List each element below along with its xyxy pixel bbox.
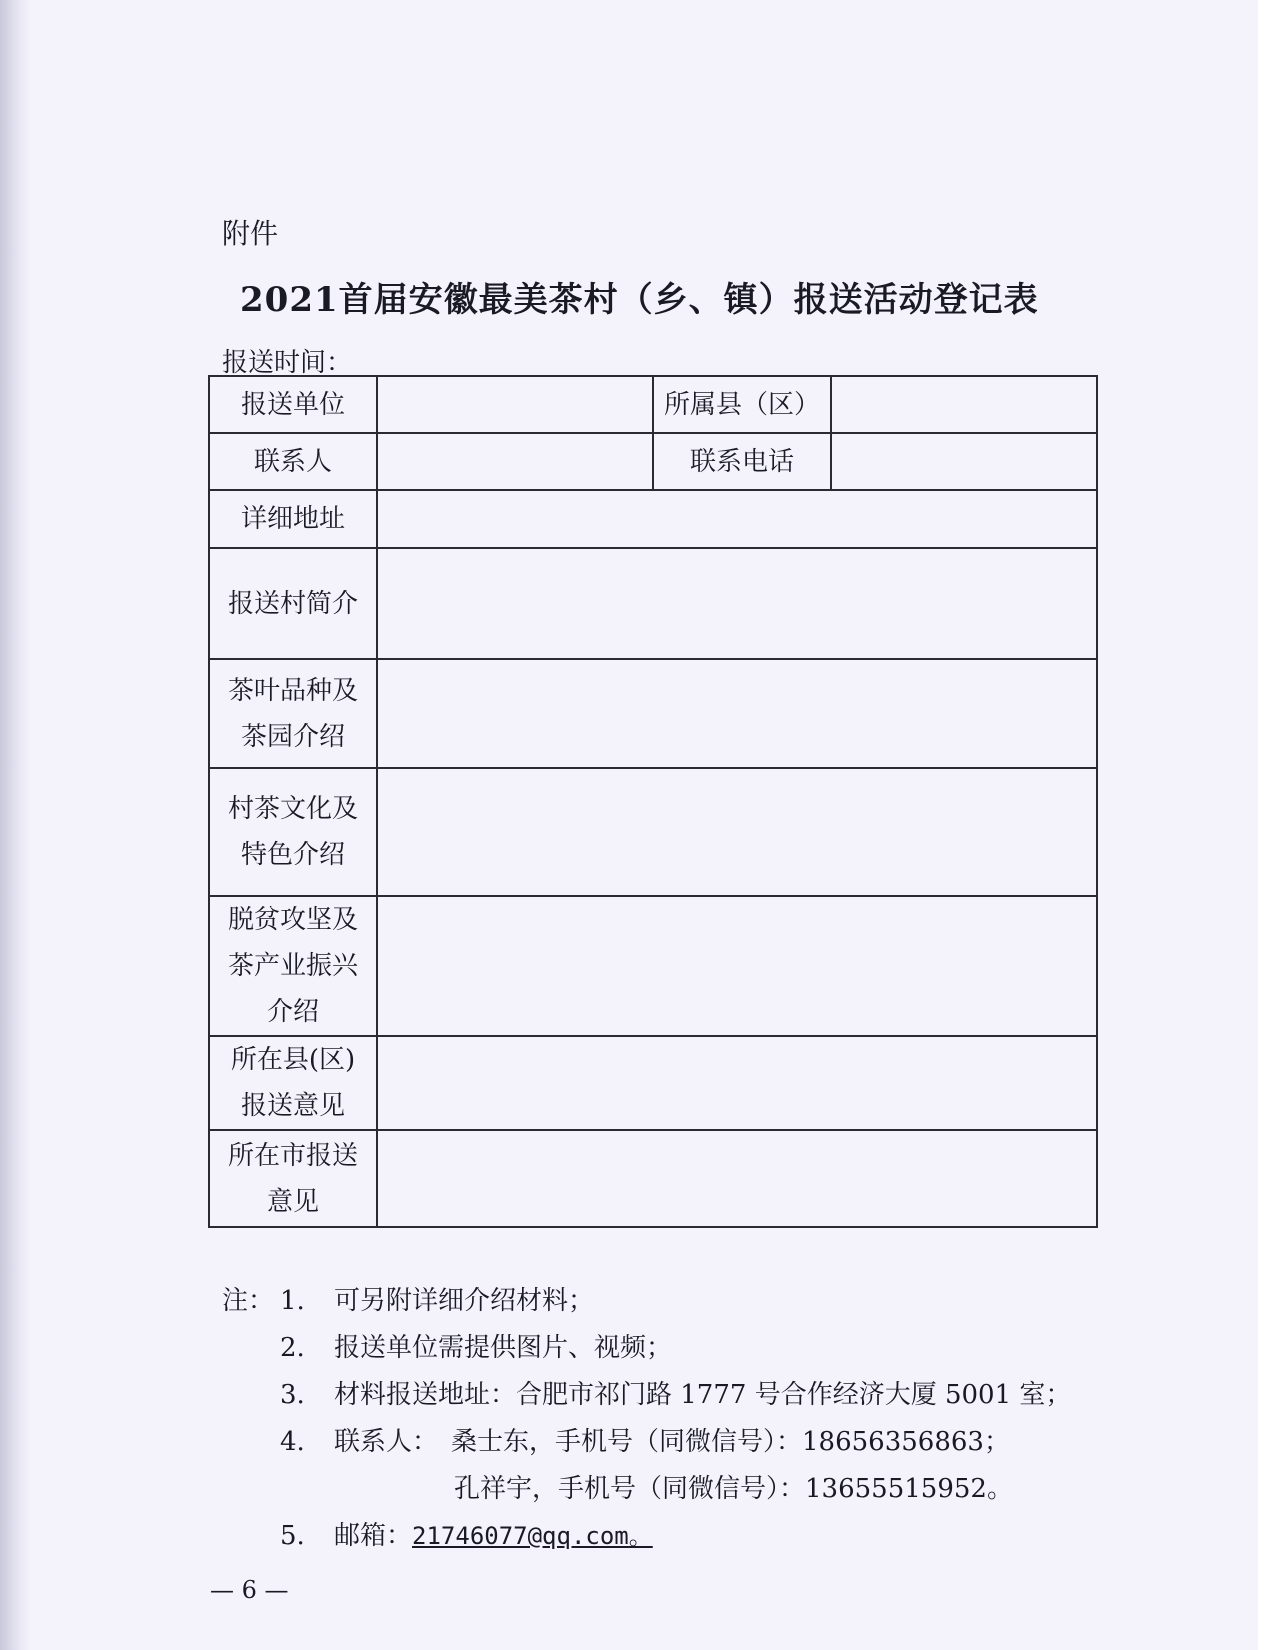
contact-field[interactable] bbox=[377, 433, 653, 490]
county-opinion-field[interactable] bbox=[377, 1036, 1097, 1130]
page-title: 2021首届安徽最美茶村（乡、镇）报送活动登记表 bbox=[240, 280, 1039, 320]
county-opinion-label-line2: 报送意见 bbox=[240, 1091, 345, 1121]
registration-form-table bbox=[208, 375, 1098, 1228]
note-text: 报送单位需提供图片、视频； bbox=[334, 1333, 673, 1363]
table-row bbox=[209, 548, 1097, 659]
table-row bbox=[209, 490, 1097, 548]
city-opinion-label-line1: 所在市报送 bbox=[227, 1140, 358, 1171]
table-row bbox=[209, 896, 1097, 1036]
scan-right-edge bbox=[1258, 0, 1276, 1650]
poverty-label-line1: 脱贫攻坚及 bbox=[227, 905, 358, 935]
note-number: 4. bbox=[280, 1427, 305, 1457]
note-text: 孔祥宇，手机号（同微信号）：13655515952。 bbox=[454, 1474, 1013, 1504]
table-row bbox=[209, 1130, 1097, 1227]
note-number: 5. bbox=[280, 1521, 305, 1551]
note-number: 3. bbox=[280, 1380, 305, 1410]
table-row bbox=[209, 659, 1097, 768]
poverty-label-line3: 介绍 bbox=[266, 997, 319, 1027]
culture-label-line2: 特色介绍 bbox=[240, 840, 345, 870]
unit-field[interactable] bbox=[377, 376, 653, 433]
attachment-label: 附件 bbox=[222, 217, 279, 250]
address-field[interactable] bbox=[377, 490, 1097, 548]
tea-variety-label bbox=[209, 659, 377, 768]
city-opinion-label-line2: 意见 bbox=[266, 1186, 319, 1217]
poverty-label bbox=[209, 896, 377, 1036]
table-row bbox=[209, 433, 1097, 490]
table-row bbox=[209, 768, 1097, 896]
note-text: 邮箱： bbox=[334, 1521, 413, 1551]
note-number: 2. bbox=[280, 1333, 305, 1363]
county-opinion-label-line1: 所在县(区) bbox=[230, 1045, 356, 1075]
page-number: — 6 — bbox=[210, 1576, 289, 1604]
table-row bbox=[209, 376, 1097, 433]
note-text: 材料报送地址：合肥市祁门路 1777 号合作经济大厦 5001 室； bbox=[334, 1380, 1072, 1410]
contact-label: 联系人 bbox=[209, 433, 377, 490]
village-intro-label: 报送村简介 bbox=[209, 548, 377, 659]
unit-label: 报送单位 bbox=[209, 376, 377, 433]
notes-prefix: 注： bbox=[222, 1286, 275, 1316]
note-text: 联系人： 桑士东，手机号（同微信号）：18656356863； bbox=[334, 1427, 1010, 1457]
tea-variety-label-line1: 茶叶品种及 bbox=[227, 675, 358, 706]
email-link[interactable]: 21746077@qq.com。 bbox=[412, 1522, 653, 1550]
address-label: 详细地址 bbox=[209, 490, 377, 548]
culture-label-line1: 村茶文化及 bbox=[227, 794, 358, 824]
note-item bbox=[222, 1466, 1071, 1513]
phone-field[interactable] bbox=[831, 433, 1097, 490]
poverty-label-line2: 茶产业振兴 bbox=[227, 951, 358, 981]
phone-label: 联系电话 bbox=[653, 433, 831, 490]
scan-left-edge bbox=[0, 0, 30, 1650]
note-item bbox=[222, 1325, 1071, 1372]
culture-field[interactable] bbox=[377, 768, 1097, 896]
county-opinion-label bbox=[209, 1036, 377, 1130]
county-label: 所属县（区） bbox=[653, 376, 831, 433]
note-item bbox=[222, 1278, 1071, 1325]
notes-section bbox=[222, 1278, 1071, 1560]
city-opinion-field[interactable] bbox=[377, 1130, 1097, 1227]
note-item bbox=[222, 1419, 1071, 1466]
note-item bbox=[222, 1513, 1071, 1560]
note-item bbox=[222, 1372, 1071, 1419]
table-row bbox=[209, 1036, 1097, 1130]
culture-label bbox=[209, 768, 377, 896]
city-opinion-label bbox=[209, 1130, 377, 1227]
tea-variety-label-line2: 茶园介绍 bbox=[240, 721, 345, 752]
note-number: 1. bbox=[280, 1286, 305, 1316]
tea-variety-field[interactable] bbox=[377, 659, 1097, 768]
poverty-field[interactable] bbox=[377, 896, 1097, 1036]
submit-time-label: 报送时间： bbox=[222, 348, 353, 378]
county-field[interactable] bbox=[831, 376, 1097, 433]
village-intro-field[interactable] bbox=[377, 548, 1097, 659]
note-text: 可另附详细介绍材料； bbox=[334, 1286, 595, 1316]
